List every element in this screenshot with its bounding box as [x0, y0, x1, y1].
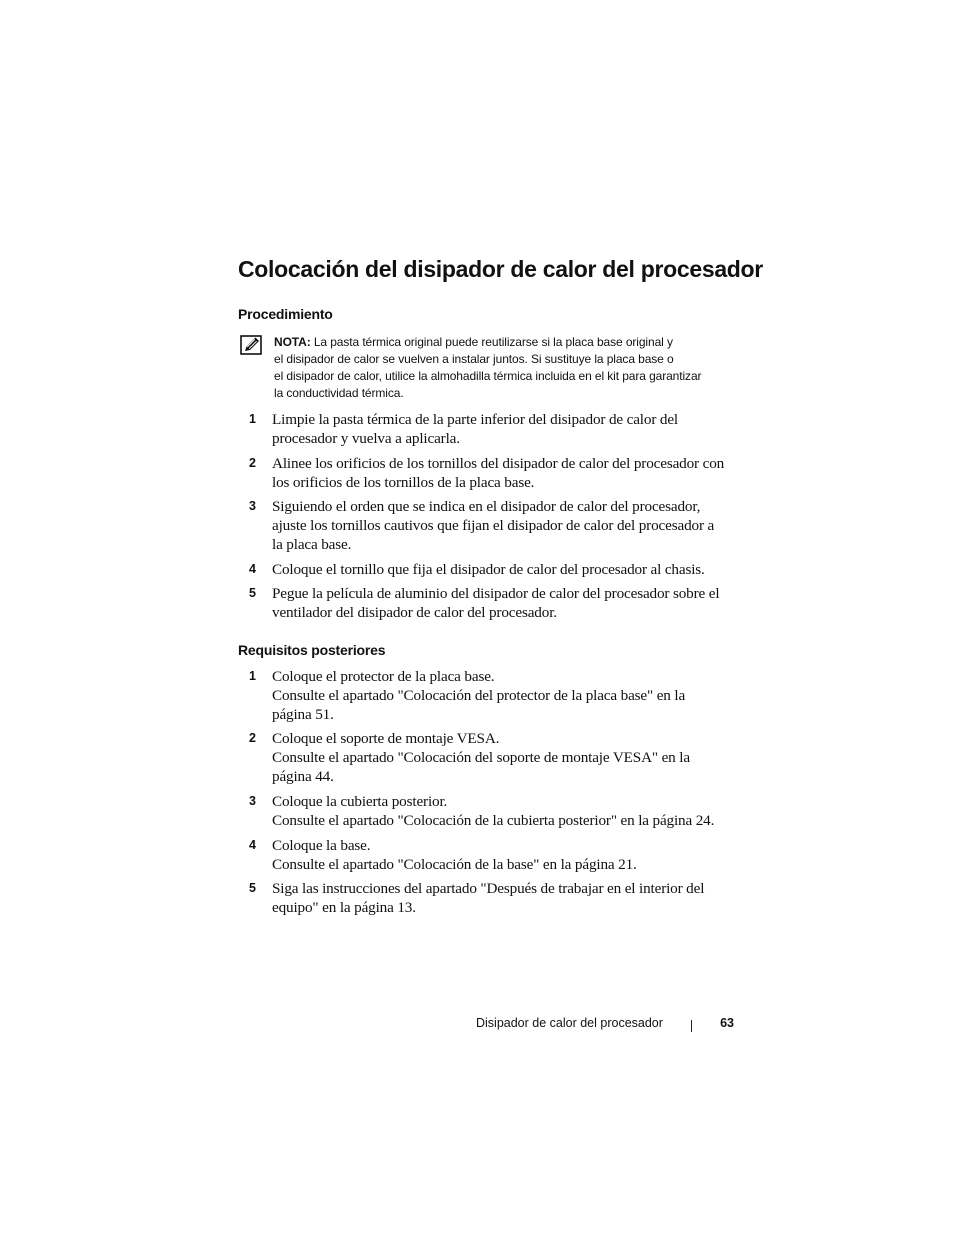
note-text: [274, 334, 744, 402]
step-line: ventilador del disipador de calor del procesador.: [272, 604, 557, 621]
step-number: 5: [249, 586, 256, 600]
step-line: Coloque la cubierta posterior.: [272, 793, 448, 810]
footer-section-title: Disipador de calor del procesador: [476, 1016, 663, 1030]
page-footer: [476, 1016, 738, 1036]
step-line: Coloque el soporte de montaje VESA.: [272, 730, 500, 747]
step-number: 4: [249, 562, 256, 576]
footer-divider: [691, 1020, 692, 1032]
step-text: [272, 792, 740, 830]
page-title: Colocación del disipador de calor del procesador: [238, 256, 763, 282]
step-line: Consulte el apartado "Colocación de la cubierta posterior" en la página 24.: [272, 812, 715, 829]
step-line: los orificios de los tornillos de la placa base.: [272, 474, 535, 491]
note-line: el disipador de calor, utilice la almohadilla térmica incluida en el kit para garantizar: [274, 369, 702, 383]
step-line: ajuste los tornillos cautivos que fijan el disipador de calor del procesador a: [272, 517, 715, 534]
note-label: NOTA:: [274, 335, 311, 349]
step-text: [272, 667, 740, 724]
pencil-note-icon: [240, 335, 262, 355]
step-line: página 44.: [272, 768, 334, 785]
step-text: [272, 836, 740, 874]
note-line: el disipador de calor se vuelven a instalar juntos. Si sustituye la placa base o: [274, 352, 674, 366]
step-line: Consulte el apartado "Colocación del soporte de montaje VESA" en la: [272, 749, 690, 766]
step-line: Coloque la base.: [272, 837, 371, 854]
step-line: página 51.: [272, 706, 334, 723]
step-text: [272, 560, 740, 579]
postreq-heading: Requisitos posteriores: [238, 642, 386, 658]
step-text: [272, 497, 740, 554]
step-text: [272, 729, 740, 786]
step-line: Siguiendo el orden que se indica en el disipador de calor del procesador,: [272, 498, 701, 515]
step-line: Pegue la película de aluminio del disipador de calor del procesador sobre el: [272, 585, 720, 602]
step-text: [272, 879, 740, 917]
note-line: La pasta térmica original puede reutilizarse si la placa base original y: [313, 335, 673, 349]
step-line: Consulte el apartado "Colocación de la base" en la página 21.: [272, 856, 637, 873]
step-line: Coloque el tornillo que fija el disipador de calor del procesador al chasis.: [272, 561, 705, 578]
step-text: [272, 454, 740, 492]
step-number: 1: [249, 412, 256, 426]
step-line: Limpie la pasta térmica de la parte inferior del disipador de calor del: [272, 411, 678, 428]
step-line: Alinee los orificios de los tornillos del disipador de calor del procesador con: [272, 455, 725, 472]
step-number: 3: [249, 499, 256, 513]
step-number: 2: [249, 456, 256, 470]
step-number: 3: [249, 794, 256, 808]
step-line: la placa base.: [272, 536, 352, 553]
page-number: 63: [720, 1016, 734, 1030]
step-number: 1: [249, 669, 256, 683]
step-line: procesador y vuelva a aplicarla.: [272, 430, 460, 447]
step-number: 2: [249, 731, 256, 745]
step-text: [272, 410, 740, 448]
step-line: Siga las instrucciones del apartado "Después de trabajar en el interior del: [272, 880, 705, 897]
step-line: Coloque el protector de la placa base.: [272, 668, 495, 685]
note-line: la conductividad térmica.: [274, 386, 404, 400]
step-line: Consulte el apartado "Colocación del protector de la placa base" en la: [272, 687, 686, 704]
procedure-heading: Procedimiento: [238, 306, 333, 322]
step-text: [272, 584, 740, 622]
step-line: equipo" en la página 13.: [272, 899, 416, 916]
step-number: 5: [249, 881, 256, 895]
step-number: 4: [249, 838, 256, 852]
